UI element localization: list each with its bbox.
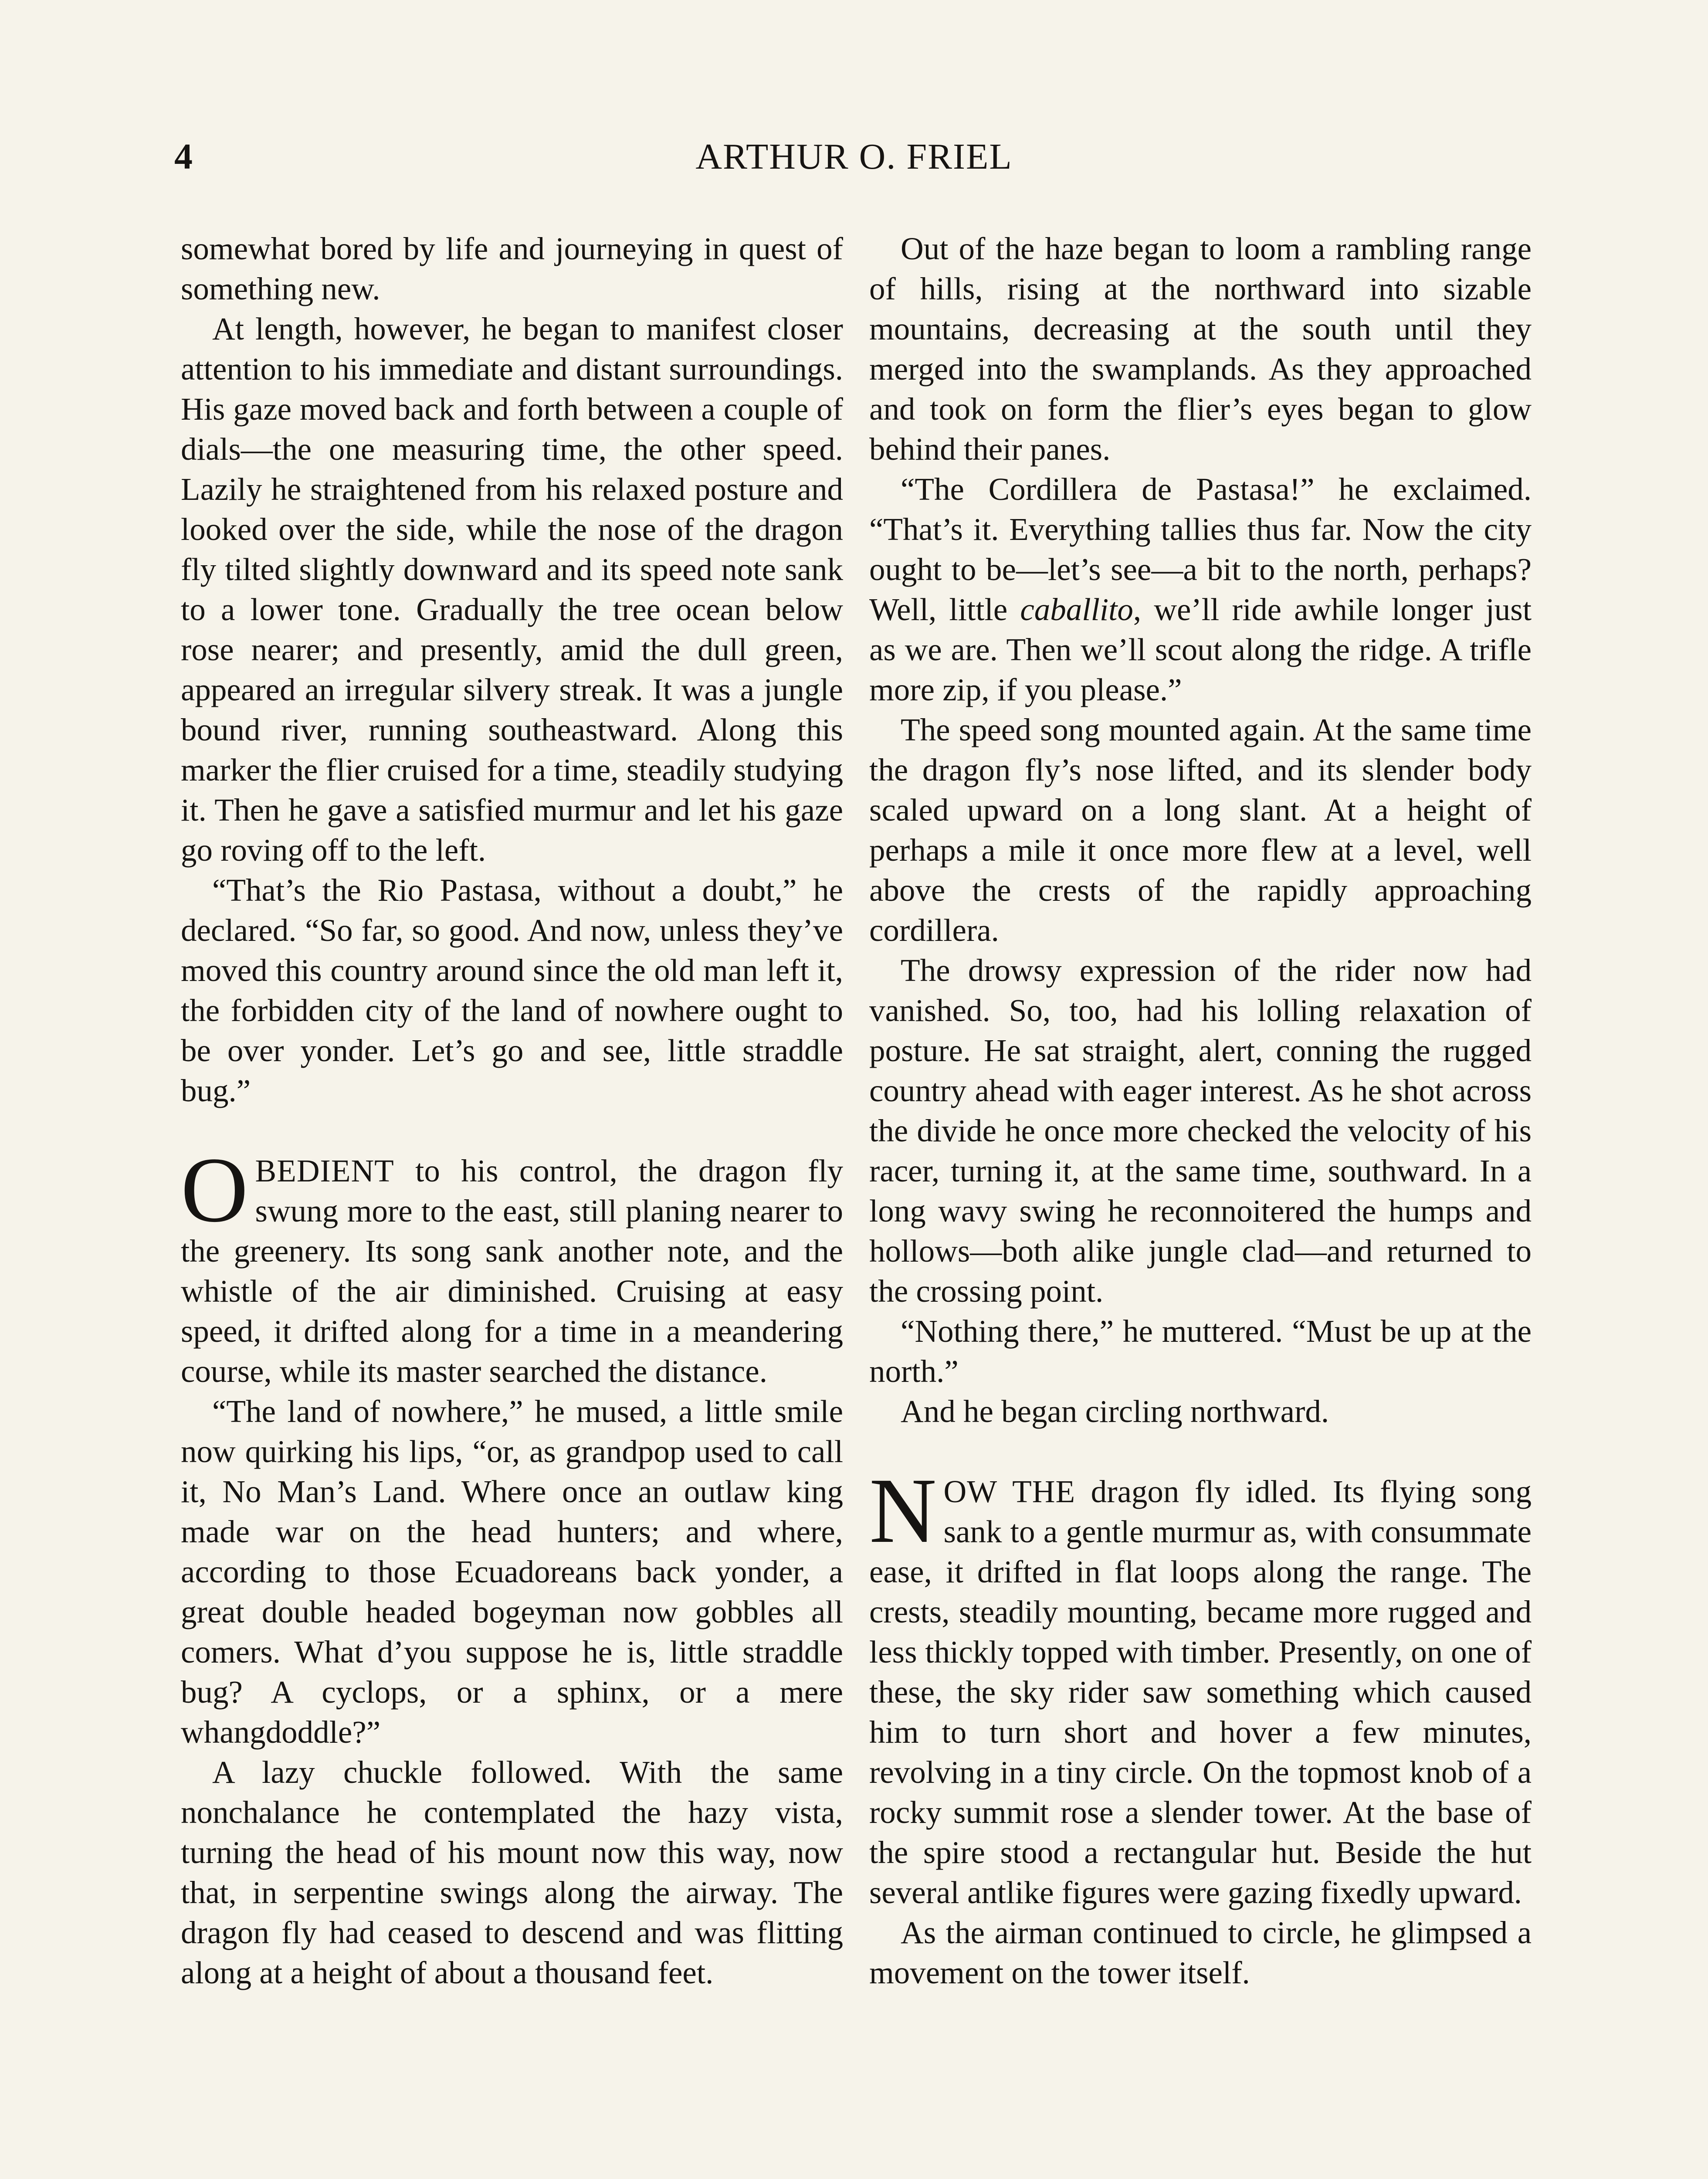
paragraph: “The land of nowhere,” he mused, a little smile now quirking his lips, “or, as grandpop used to call it, No Man’s Land. Where once an outlaw king made war on the head hunters; and where, according to those Ecuadoreans back yonder, a great double headed bogeyman now gobbles all comers. What d’you suppose he is, little straddle bug? A cyclops, or a sphinx, or a mere whangdoddle?” xyxy=(181,1394,843,1750)
lead-in-words: OW THE xyxy=(943,1474,1076,1509)
running-head: ARTHUR O. FRIEL xyxy=(695,136,1013,177)
lead-in-words: BEDIENT xyxy=(255,1153,394,1188)
paragraph: A lazy chuckle followed. With the same nonchalance he contemplated the hazy vista, turning the head of his mount now this way, now that, in serpentine swings along the airway. The dragon fly had ceased to descend and was flitting along at a height of about a thousand feet. xyxy=(181,1755,843,1990)
left-column xyxy=(181,229,843,1993)
drop-cap: O xyxy=(181,1138,248,1242)
paragraph: The drowsy expression of the rider now had vanished. So, too, had his lolling relaxation of posture. He sat straight, alert, conning the rugged country ahead with eager interest. As he shot across the divide he once more checked the velocity of his racer, turning it, at the same time, southward. In a long wavy swing he reconnoitered the humps and hollows—both alike jungle clad—and returned to the crossing point. xyxy=(869,953,1532,1309)
paragraph: somewhat bored by life and journeying in quest of something new. xyxy=(181,231,843,306)
paragraph: The speed song mounted again. At the same time the dragon fly’s nose lifted, and its slender body scaled upward on a long slant. At a height of perhaps a mile it once more flew at a level, well above the crests of the rapidly approaching cordillera. xyxy=(869,712,1532,948)
paragraph: “Nothing there,” he muttered. “Must be up at the north.” xyxy=(869,1314,1532,1389)
paragraph: As the airman continued to circle, he glimpsed a movement on the tower itself. xyxy=(869,1915,1532,1990)
paragraph: At length, however, he began to manifest closer attention to his immediate and distant surroundings. His gaze moved back and forth between a couple of dials—the one measuring time, the other speed. Lazily he straightened from his relaxed posture and looked over the side, while the nose of the dragon fly tilted slightly downward and its speed note sank to a lower tone. Gradually the tree ocean below rose nearer; and presently, amid the dull green, appeared an irregular silvery streak. It was a jungle bound river, running southeastward. Along this marker the flier cruised for a time, steadily studying it. Then he gave a satisfied murmur and let his gaze go roving off to the left. xyxy=(181,311,843,868)
section-opening-paragraph xyxy=(869,1459,1532,1913)
paragraph: And he began circling northward. xyxy=(901,1394,1329,1429)
paragraph-text: to his control, the dragon fly swung more to the east, still planing nearer to the greenery. Its song sank another note, and the whistle of the air diminished. Cruising at easy speed, it drifted along for a time in a meandering course, while its master searched the distance. xyxy=(181,1153,843,1389)
page-number: 4 xyxy=(174,136,193,177)
paragraph-text: dragon fly idled. Its flying song sank to a gentle murmur as, with consummate ease, it drifted in flat loops along the range. The crests, steadily mounting, became more rugged and less thickly topped with timber. Presently, on one of these, the sky rider saw something which caused him to turn short and hover a few minutes, revolving in a tiny circle. On the topmost knob of a rocky summit rose a slender tower. At the base of the spire stood a rectangular hut. Beside the hut several antlike figures were gazing fixedly upward. xyxy=(869,1474,1532,1910)
paragraph-text: , we’ll ride awhile longer just as we are. Then we’ll scout along the ridge. A trifle more zip, if you please.” xyxy=(869,592,1532,707)
paragraph xyxy=(869,469,1532,710)
drop-cap: N xyxy=(869,1459,937,1562)
paragraph: Out of the haze began to loom a rambling range of hills, rising at the northward into sizable mountains, decreasing at the south until they merged into the swamplands. As they approached and took on form the flier’s eyes began to glow behind their panes. xyxy=(869,231,1532,467)
right-column xyxy=(869,229,1532,1993)
paragraph-text: “The Cordillera de Pastasa!” he exclaimed. “That’s it. Everything tallies thus far. Now the city ought to be—let’s see—a bit to the north, perhaps? Well, little xyxy=(869,472,1532,627)
paragraph: “That’s the Rio Pastasa, without a doubt,” he declared. “So far, so good. And now, unless they’ve moved this country around since the old man left it, the forbidden city of the land of nowhere ought to be over yonder. Let’s go and see, little straddle bug.” xyxy=(181,872,843,1108)
section-opening-paragraph xyxy=(181,1138,843,1392)
italic-word: caballito xyxy=(1020,592,1133,627)
